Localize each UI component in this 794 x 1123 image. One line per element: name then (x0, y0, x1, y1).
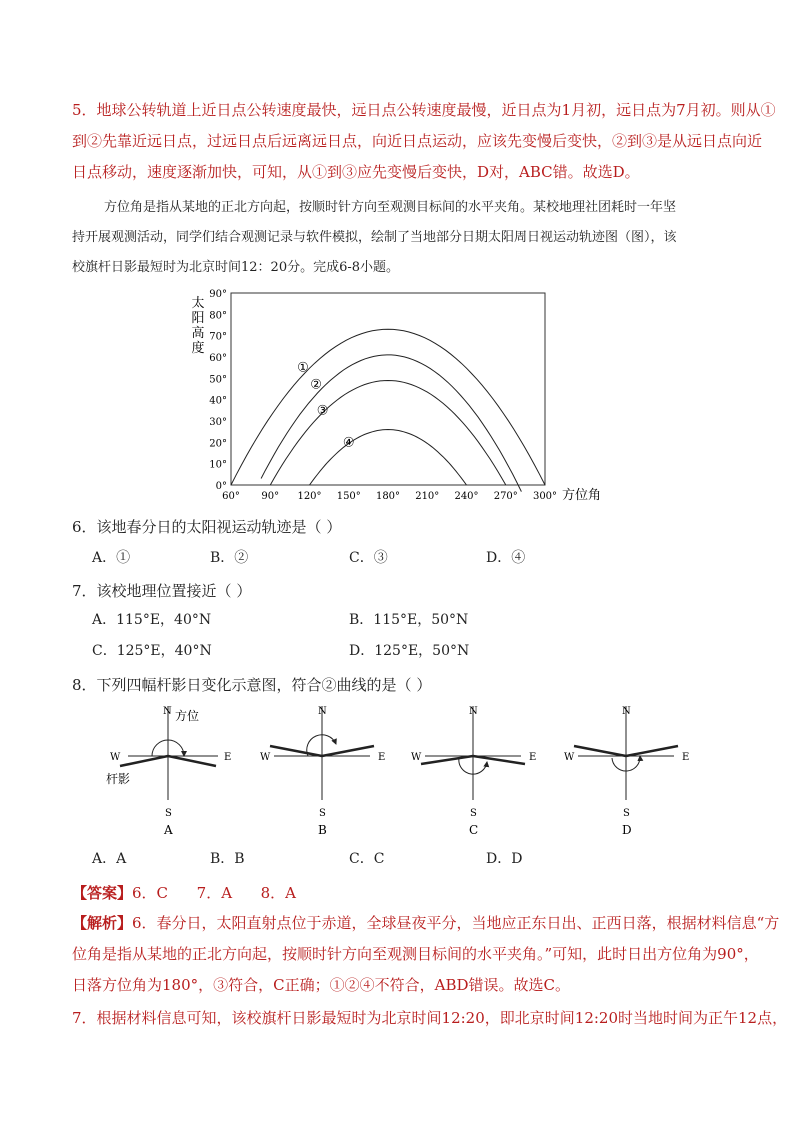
q8-option-b[interactable]: B．B (210, 851, 245, 867)
q6-stem: 6．该地春分日的太阳视运动轨迹是（ ） (72, 518, 342, 536)
analysis-line-1 (72, 908, 780, 939)
x-tick-label: 90° (261, 491, 280, 502)
q7-option-d[interactable]: D．125°E，50°N (349, 643, 470, 659)
sun-path-chart (180, 285, 620, 505)
answer-line (72, 878, 724, 909)
q6-option-d[interactable]: D．④ (486, 550, 526, 566)
diagram-a-letter: A (164, 823, 173, 837)
x-tick-label: 120° (297, 491, 322, 502)
y-tick-label: 50° (209, 374, 227, 386)
analysis-tag: 【解析】 (72, 914, 133, 932)
analysis-line-2: 位角是指从某地的正北方向起，按顺时针方向至观测目标间的水平夹角。”可知，此时日出方位角为90°， (72, 945, 759, 963)
diagram-b-letter: B (318, 823, 327, 837)
x-tick-label: 240° (454, 491, 479, 502)
shadow-diagrams (90, 700, 710, 840)
q7-option-b[interactable]: B．115°E，50°N (349, 612, 469, 628)
analysis-line-4: 7．根据材料信息可知，该校旗杆日影最短时为北京时间12:20，即北京时间12:20时当地时间为正午12点， (72, 1009, 788, 1027)
svg-text:E: E (224, 752, 232, 763)
q7-stem: 7．该校地理位置接近（ ） (72, 582, 252, 600)
q7-option-c[interactable]: C．125°E，40°N (92, 643, 212, 659)
svg-text:E: E (682, 752, 690, 763)
diagram-c-letter: C (469, 823, 479, 837)
svg-text:S: S (623, 808, 630, 819)
svg-text:N: N (622, 706, 631, 717)
q5-line-2: 到②先靠近远日点，过远日点后远离远日点，向近日点运动，应该先变慢后变快，②到③是从远日点向近 (72, 132, 763, 150)
diagram-c (411, 706, 536, 837)
curve-label-4: ④ (342, 435, 355, 451)
x-tick-label: 180° (375, 491, 401, 502)
q5-line-1: 5．地球公转轨道上近日点公转速度最快，远日点公转速度最慢，近日点为1月初，远日点为7月初。则从① (72, 101, 776, 119)
svg-text:W: W (260, 752, 271, 763)
svg-text:N: N (163, 706, 172, 717)
svg-text:E: E (378, 752, 386, 763)
answer-text: 6．C 7．A 8．A (132, 884, 297, 902)
svg-text:N: N (469, 706, 478, 717)
svg-text:方位: 方位 (175, 709, 200, 723)
x-tick-label: 300° (532, 491, 558, 502)
curve-label-1: ① (297, 360, 309, 376)
q8-option-d[interactable]: D．D (486, 851, 523, 867)
y-tick-label: 90° (209, 289, 227, 300)
y-tick-label: 70° (209, 331, 227, 343)
y-axis-label-2: 阳 (191, 311, 205, 326)
x-tick-label: 210° (415, 491, 440, 502)
q6-option-a[interactable]: A．① (92, 550, 131, 566)
diagram-a (106, 706, 231, 837)
y-tick-label: 60° (209, 353, 227, 364)
svg-text:E: E (529, 752, 537, 763)
y-tick-label: 30° (209, 417, 227, 428)
svg-text:S: S (165, 808, 172, 819)
y-axis-label-3: 高 (191, 326, 205, 341)
x-tick-label: 270° (493, 491, 518, 502)
y-tick-label: 80° (209, 310, 227, 322)
answer-tag: 【答案】 (72, 884, 133, 902)
x-tick-label: 150° (336, 491, 361, 502)
x-axis-label: 方位角 (562, 488, 602, 503)
q8-option-c[interactable]: C．C (349, 851, 385, 867)
plot-frame (231, 293, 545, 485)
q7-option-a[interactable]: A．115°E，40°N (92, 612, 212, 628)
analysis-text-1: 6．春分日，太阳直射点位于赤道，全球昼夜平分，当地应正东日出、正西日落，根据材料信息“方 (132, 914, 780, 932)
svg-text:W: W (411, 752, 422, 763)
intro-line-3: 校旗杆日影最短时为北京时间12：20分。完成6-8小题。 (72, 260, 400, 275)
analysis-line-3: 日落方位角为180°，③符合，C正确；①②④不符合，ABD错误。故选C。 (72, 976, 570, 994)
svg-text:S: S (470, 808, 477, 819)
y-axis-label-4: 度 (191, 341, 205, 356)
x-tick-label: 60° (222, 491, 240, 502)
intro-line-2: 持开展观测活动，同学们结合观测记录与软件模拟，绘制了当地部分日期太阳周日视运动轨迹图（图），该 (72, 230, 677, 245)
svg-text:W: W (564, 752, 575, 763)
y-tick-label: 0° (215, 481, 227, 492)
q8-option-a[interactable]: A．A (92, 851, 127, 867)
q6-option-b[interactable]: B．② (210, 550, 249, 566)
curve-label-3: ③ (316, 403, 329, 419)
curve-label-2: ② (310, 377, 322, 393)
y-tick-label: 20° (209, 438, 227, 450)
sun-path-curve-3 (270, 381, 506, 486)
svg-text:W: W (110, 752, 121, 763)
diagram-d-letter: D (622, 823, 632, 837)
svg-text:S: S (319, 808, 326, 819)
q6-option-c[interactable]: C．③ (349, 550, 388, 566)
diagram-d (564, 706, 689, 837)
sun-path-curve-4 (310, 430, 467, 486)
q8-stem: 8．下列四幅杆影日变化示意图，符合②曲线的是（ ） (72, 676, 432, 694)
sun-path-curve-1 (231, 329, 545, 485)
svg-text:杆影: 杆影 (106, 772, 131, 786)
y-tick-label: 40° (209, 395, 227, 407)
diagram-b (260, 706, 385, 837)
q5-line-3: 日点移动，速度逐渐加快，可知，从①到③应先变慢后变快，D对，ABC错。故选D。 (72, 163, 640, 181)
y-tick-label: 10° (209, 459, 227, 471)
svg-text:N: N (318, 706, 327, 717)
y-axis-label-1: 太 (191, 296, 205, 311)
intro-line-1: 方位角是指从某地的正北方向起，按顺时针方向至观测目标间的水平夹角。某校地理社团耗时一年坚 (104, 200, 677, 215)
